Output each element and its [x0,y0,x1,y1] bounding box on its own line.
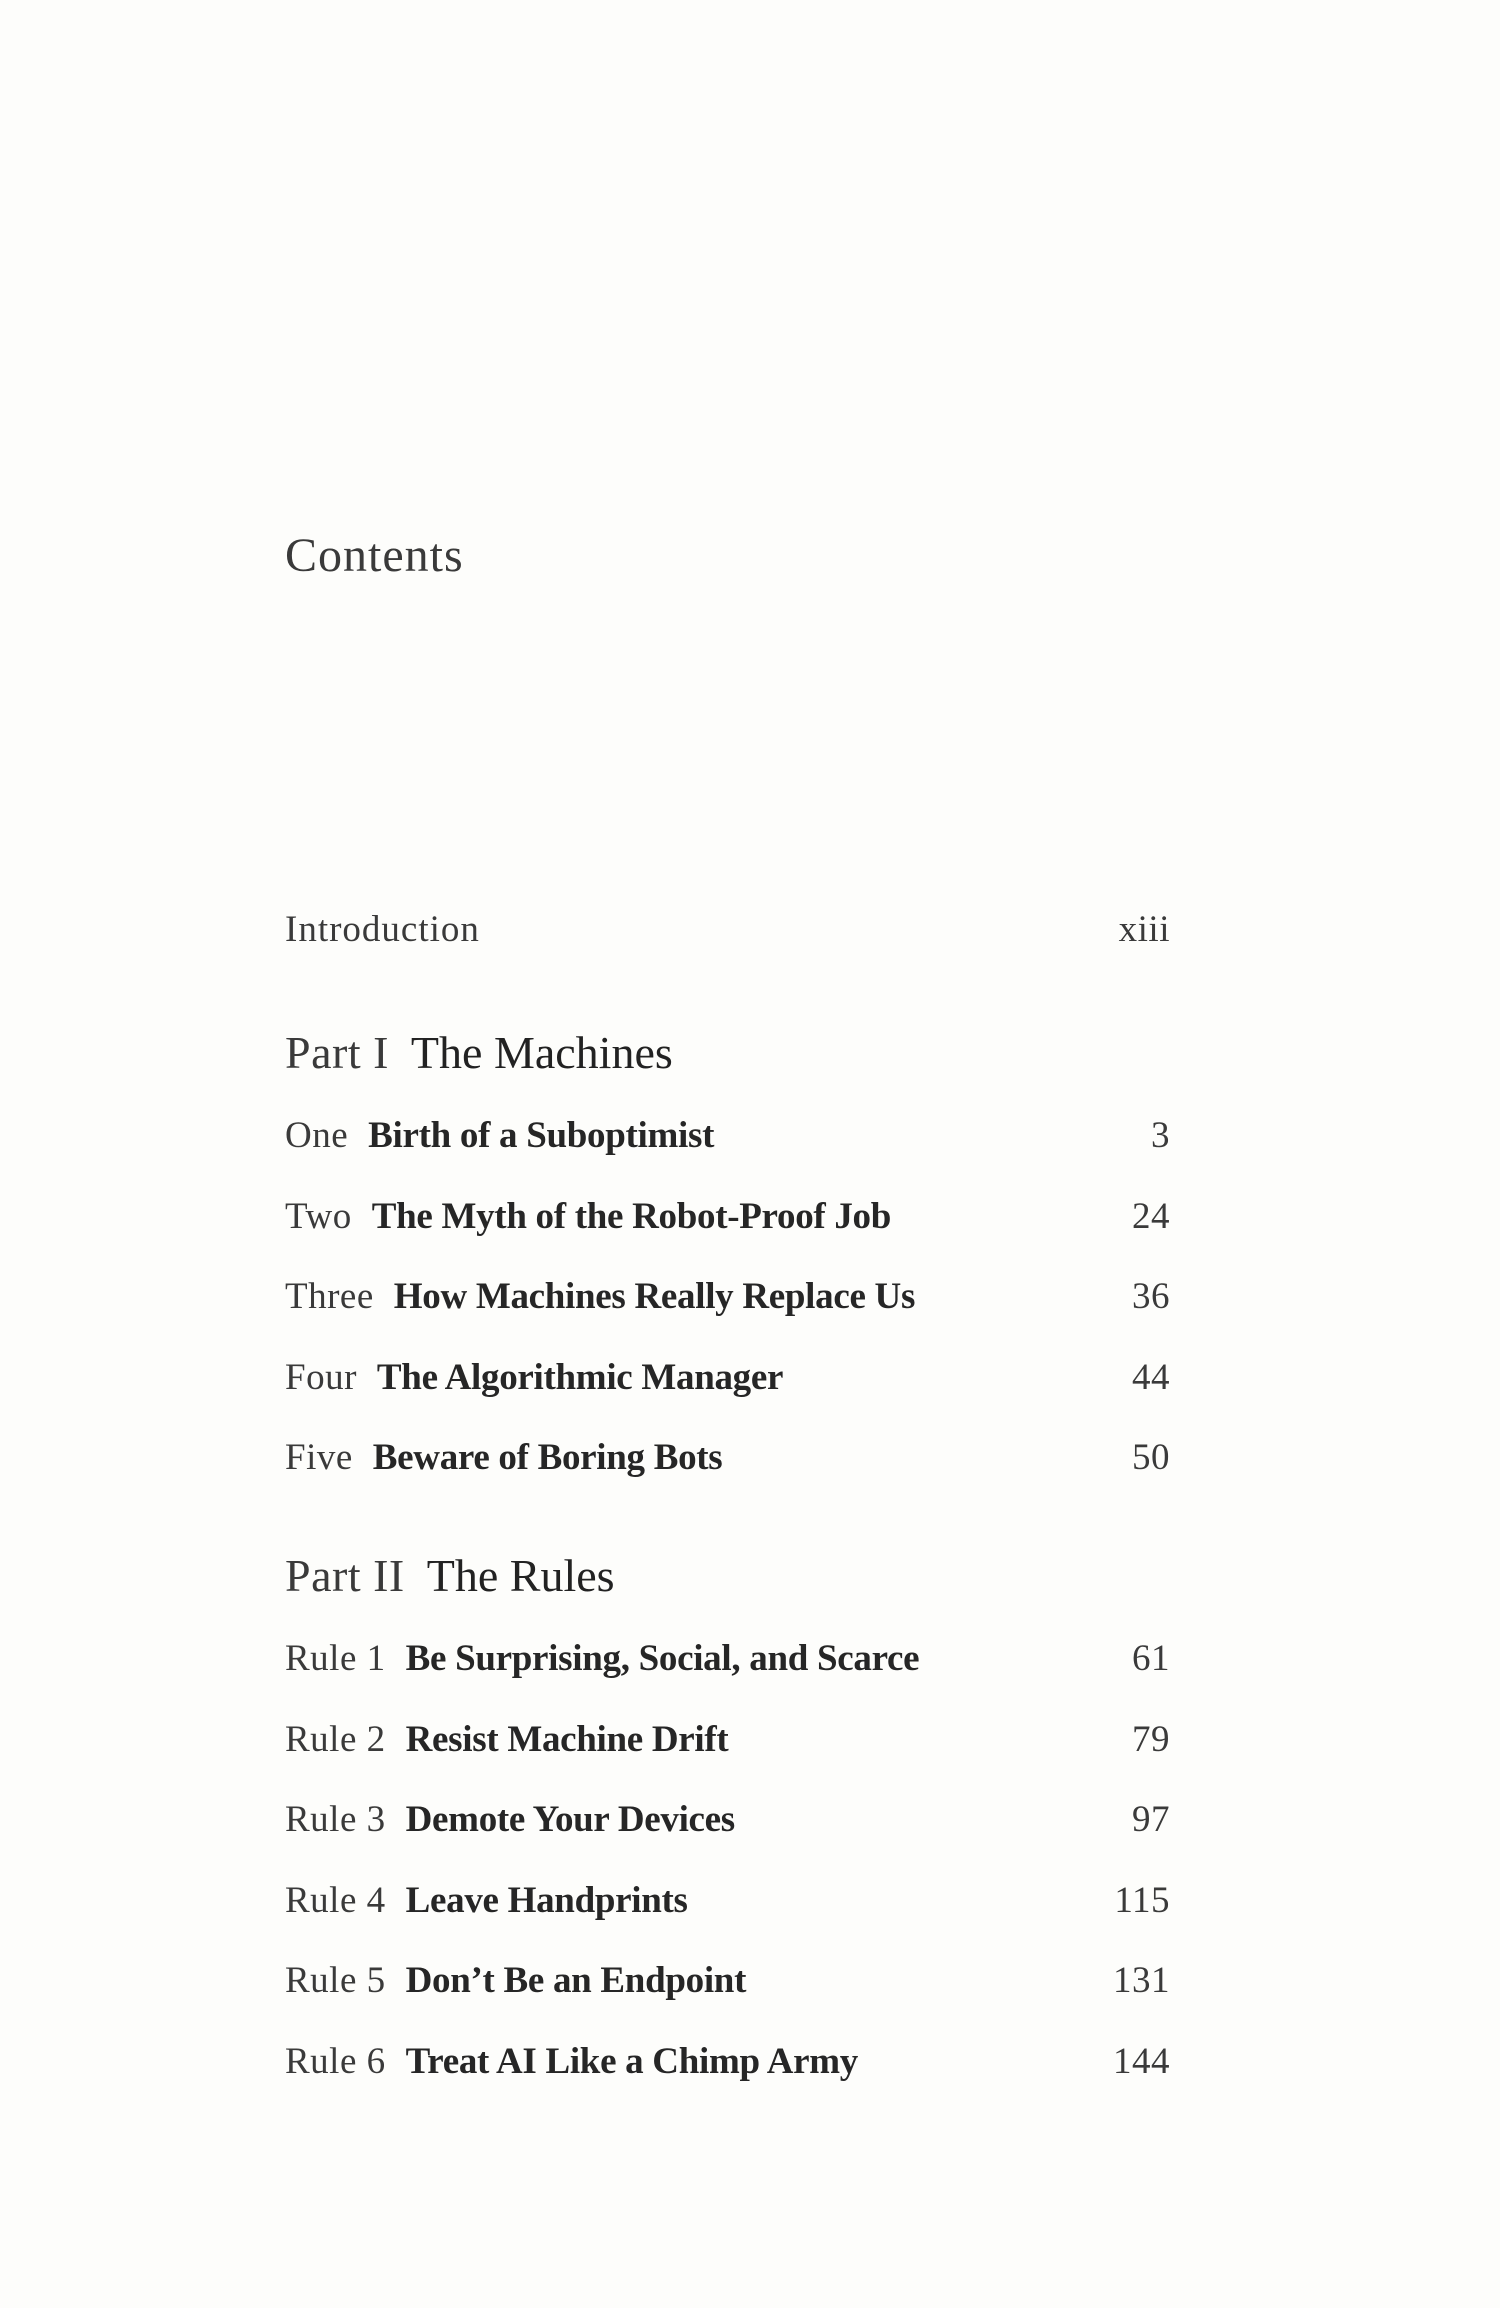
chapter-number: Four [285,1357,357,1398]
toc-entry-chapter-5[interactable] [285,1436,1170,1496]
part-heading-1[interactable] [285,1026,1170,1096]
chapter-title: Don’t Be an Endpoint [405,1960,747,2001]
rule-number: Rule 2 [285,1719,386,1760]
toc-entry-rule-6[interactable] [285,2040,1170,2100]
toc-page-number: 79 [1132,1719,1170,1760]
toc-page-number: 44 [1132,1357,1170,1398]
chapter-number: Five [285,1437,353,1478]
rule-number: Rule 1 [285,1638,386,1679]
toc-entry-rule-1[interactable] [285,1637,1170,1697]
chapter-title: Resist Machine Drift [405,1719,729,1760]
rule-number: Rule 6 [285,2041,386,2082]
chapter-number: One [285,1115,349,1156]
toc-page-number: 97 [1132,1799,1170,1840]
part-label: Part I [285,1027,389,1078]
contents-heading: Contents [285,529,464,582]
toc-page-number: 24 [1132,1196,1170,1237]
toc-page-number: 3 [1151,1115,1170,1156]
toc-page-number: 144 [1113,2041,1170,2082]
toc-page-number: 61 [1132,1638,1170,1679]
chapter-number: Three [285,1276,374,1317]
chapter-title: Birth of a Suboptimist [368,1115,715,1156]
toc-entry-rule-3[interactable] [285,1798,1170,1858]
chapter-title: Be Surprising, Social, and Scarce [405,1638,920,1679]
toc-entry-title: Introduction [285,909,480,950]
part-heading-2[interactable] [285,1549,1170,1619]
chapter-title: Treat AI Like a Chimp Army [405,2041,858,2082]
chapter-title: Beware of Boring Bots [372,1437,723,1478]
chapter-title: How Machines Really Replace Us [393,1276,916,1317]
toc-entry-chapter-3[interactable] [285,1275,1170,1335]
chapter-number: Two [285,1196,352,1237]
toc-page-number: 50 [1132,1437,1170,1478]
toc-entry-introduction[interactable] [285,908,1170,968]
toc-entry-chapter-4[interactable] [285,1356,1170,1416]
toc-page-number: xiii [1118,909,1170,950]
toc-entry-rule-2[interactable] [285,1718,1170,1778]
part-label: Part II [285,1550,405,1601]
chapter-title: Demote Your Devices [405,1799,735,1840]
rule-number: Rule 5 [285,1960,386,2001]
rule-number: Rule 3 [285,1799,386,1840]
toc-entry-rule-4[interactable] [285,1879,1170,1939]
toc-page-number: 36 [1132,1276,1170,1317]
chapter-title: The Algorithmic Manager [376,1357,784,1398]
part-title: The Machines [410,1027,673,1078]
chapter-title: Leave Handprints [405,1880,688,1921]
rule-number: Rule 4 [285,1880,386,1921]
part-title: The Rules [426,1550,615,1601]
toc-page-number: 115 [1114,1880,1170,1921]
toc-page-number: 131 [1113,1960,1170,2001]
toc-entry-chapter-1[interactable] [285,1114,1170,1174]
toc-entry-rule-5[interactable] [285,1959,1170,2019]
toc-entry-chapter-2[interactable] [285,1195,1170,1255]
chapter-title: The Myth of the Robot-Proof Job [371,1196,892,1237]
